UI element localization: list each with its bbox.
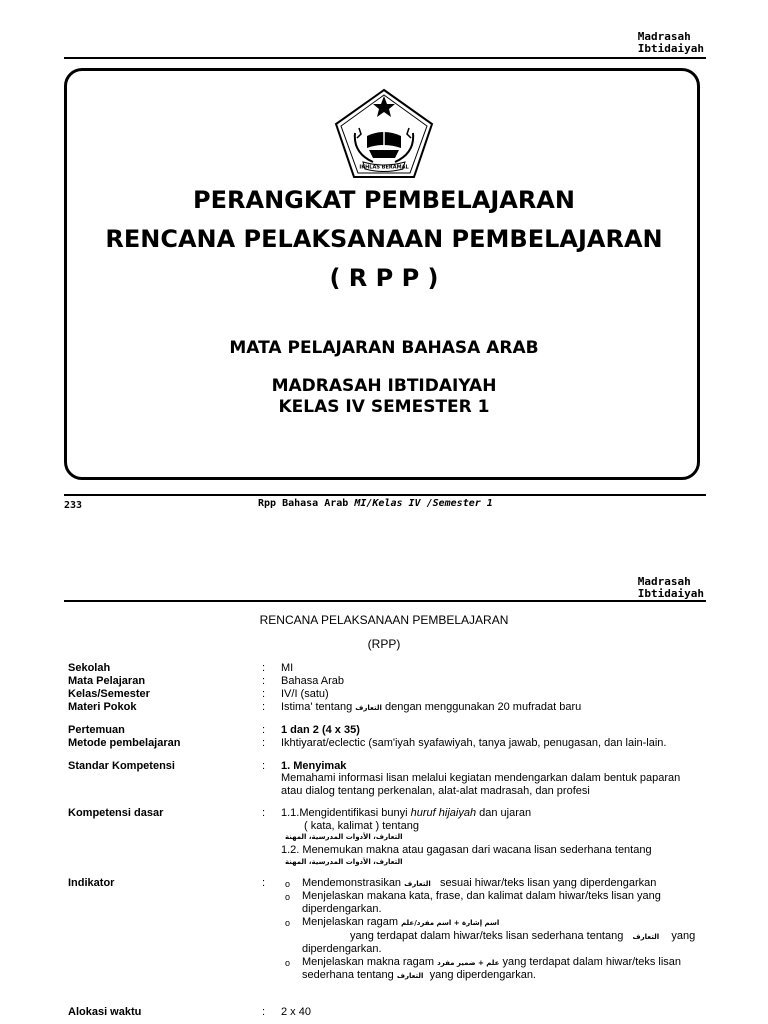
kd-italic: huruf hijaiyah <box>410 807 477 819</box>
page-footer <box>258 498 493 509</box>
field-label-kd: Kompetensi dasar <box>68 807 164 819</box>
field-label-indikator: Indikator <box>68 877 115 889</box>
colon: : <box>262 760 266 772</box>
colon: : <box>262 807 266 819</box>
ind4-arabic-2: التعارف <box>396 972 424 980</box>
kd-line-1 <box>281 807 531 820</box>
colon: : <box>262 688 266 700</box>
field-value-materi <box>281 701 581 715</box>
field-label-pertemuan: Pertemuan <box>68 724 125 736</box>
colon: : <box>262 701 266 713</box>
field-label-standar: Standar Kompetensi <box>68 760 175 772</box>
page-header <box>638 31 704 55</box>
standar-number: 1 <box>281 760 288 772</box>
ind4-text: Menjelaskan makna ragam <box>302 956 435 968</box>
ind1-arabic: التعارف <box>404 880 431 888</box>
bullet-icon: o <box>285 892 291 902</box>
field-value-metode: Ikhtiyarat/eclectic (sam'iyah syafawiyah, tanya jawab, penugasan, dan lain-lain. <box>281 737 667 749</box>
ind3-text: Menjelaskan ragam <box>302 916 398 928</box>
doc-title: RENCANA PELAKSANAAN PEMBELAJARAN <box>259 613 509 627</box>
cover-title-1: PERANGKAT PEMBELAJARAN <box>193 186 575 214</box>
header-line-2: Ibtidaiyah <box>637 42 704 55</box>
indikator-3-line-2 <box>350 930 697 944</box>
colon: : <box>262 675 266 687</box>
field-label-metode: Metode pembelajaran <box>68 737 181 749</box>
header-rule <box>64 57 706 59</box>
svg-text:IKHLAS BERAMAL: IKHLAS BERAMAL <box>359 164 409 171</box>
bullet-icon: o <box>285 958 291 968</box>
ministry-of-religious-affairs-emblem-icon <box>333 88 435 180</box>
field-value-alokasi: 2 x 40 <box>281 1006 311 1018</box>
ind1-text: Mendemonstrasikan <box>302 877 402 889</box>
ind3-text-3: yang <box>671 930 696 942</box>
page-number: 233 <box>64 500 83 511</box>
kd-arabic-2: التعارف، الأدوات المدرسية، المهنة <box>285 858 403 866</box>
kd-line-2: ( kata, kalimat ) tentang <box>304 820 419 832</box>
field-label-sekolah: Sekolah <box>68 662 111 674</box>
ind4-text-3: sederhana tentang <box>302 969 394 981</box>
footer-text-italic: MI/Kelas IV /Semester 1 <box>354 498 493 509</box>
standar-title: . Menyimak <box>287 760 347 772</box>
materi-text: Istima' tentang <box>281 701 353 713</box>
field-value-kelas: IV/I (satu) <box>281 688 329 700</box>
footer-rule <box>64 494 706 496</box>
ind3-text-2: yang terdapat dalam hiwar/teks lisan sederhana tentang <box>350 930 624 942</box>
page2-header <box>638 576 704 600</box>
header-line-2: Ibtidaiyah <box>637 587 704 600</box>
materi-arabic: التعارف <box>355 704 382 712</box>
colon: : <box>262 662 266 674</box>
header-line-1: Madrasah <box>637 30 691 43</box>
kd-text-2: dan ujaran <box>476 807 532 819</box>
cover-title-2: RENCANA PELAKSANAAN PEMBELAJARAN <box>105 225 663 253</box>
indikator-4-line-1 <box>302 956 697 970</box>
cover-title-3: ( R P P ) <box>329 264 439 292</box>
ind4-arabic: علم + ضمير مفرد <box>437 959 500 967</box>
field-value-pertemuan: 1 dan 2 (4 x 35) <box>281 724 360 736</box>
indikator-4-line-2 <box>302 969 697 983</box>
kd-line-4: 1.2. Menemukan makna atau gagasan dari wacana lisan sederhana tentang <box>281 844 652 856</box>
header-line-1: Madrasah <box>637 575 691 588</box>
header-rule <box>64 600 706 602</box>
colon: : <box>262 1006 266 1018</box>
materi-text-2: dengan menggunakan 20 mufradat baru <box>384 701 582 713</box>
colon: : <box>262 877 266 889</box>
indikator-1 <box>302 877 697 891</box>
ind3-arabic: اسم إشارة + اسم مفرد/علم <box>401 919 500 927</box>
doc-subtitle: (RPP) <box>367 637 401 651</box>
kd-text: 1.1.Mengidentifikasi bunyi <box>281 807 411 819</box>
kd-arabic-1: التعارف، الأدوات المدرسية، المهنة <box>285 833 403 841</box>
field-value-sekolah: MI <box>281 662 294 674</box>
ind4-text-2: yang terdapat dalam hiwar/teks lisan <box>502 956 682 968</box>
standar-line-1: Memahami informasi lisan melalui kegiatan mendengarkan dalam bentuk paparan <box>281 772 681 784</box>
colon: : <box>262 724 266 736</box>
cover-school: MADRASAH IBTIDAIYAH <box>271 376 497 396</box>
standar-line-2: atau dialog tentang perkenalan, alat-alat madrasah, dan profesi <box>281 785 590 797</box>
field-label-mapel: Mata Pelajaran <box>68 675 146 687</box>
ind4-text-4: yang diperdengarkan. <box>429 969 536 981</box>
field-label-alokasi: Alokasi waktu <box>68 1006 142 1018</box>
indikator-2-line-2: diperdengarkan. <box>302 903 382 915</box>
bullet-icon: o <box>285 879 291 889</box>
cover-subject: MATA PELAJARAN BAHASA ARAB <box>229 338 539 358</box>
field-label-materi: Materi Pokok <box>68 701 137 713</box>
cover-class: KELAS IV SEMESTER 1 <box>278 397 490 417</box>
ind3-arabic-2: التعارف <box>632 933 660 941</box>
footer-text: Rpp Bahasa Arab <box>258 498 355 509</box>
ind1-text-2: sesuai hiwar/teks lisan yang diperdengarkan <box>439 877 657 889</box>
indikator-3-line-1 <box>302 916 697 930</box>
colon: : <box>262 737 266 749</box>
indikator-3-line-3: diperdengarkan. <box>302 943 382 955</box>
indikator-2-line-1: Menjelaskan makana kata, frase, dan kalimat dalam hiwar/teks lisan yang <box>302 890 661 902</box>
field-value-mapel: Bahasa Arab <box>281 675 344 687</box>
field-label-kelas: Kelas/Semester <box>68 688 150 700</box>
bullet-icon: o <box>285 918 291 928</box>
